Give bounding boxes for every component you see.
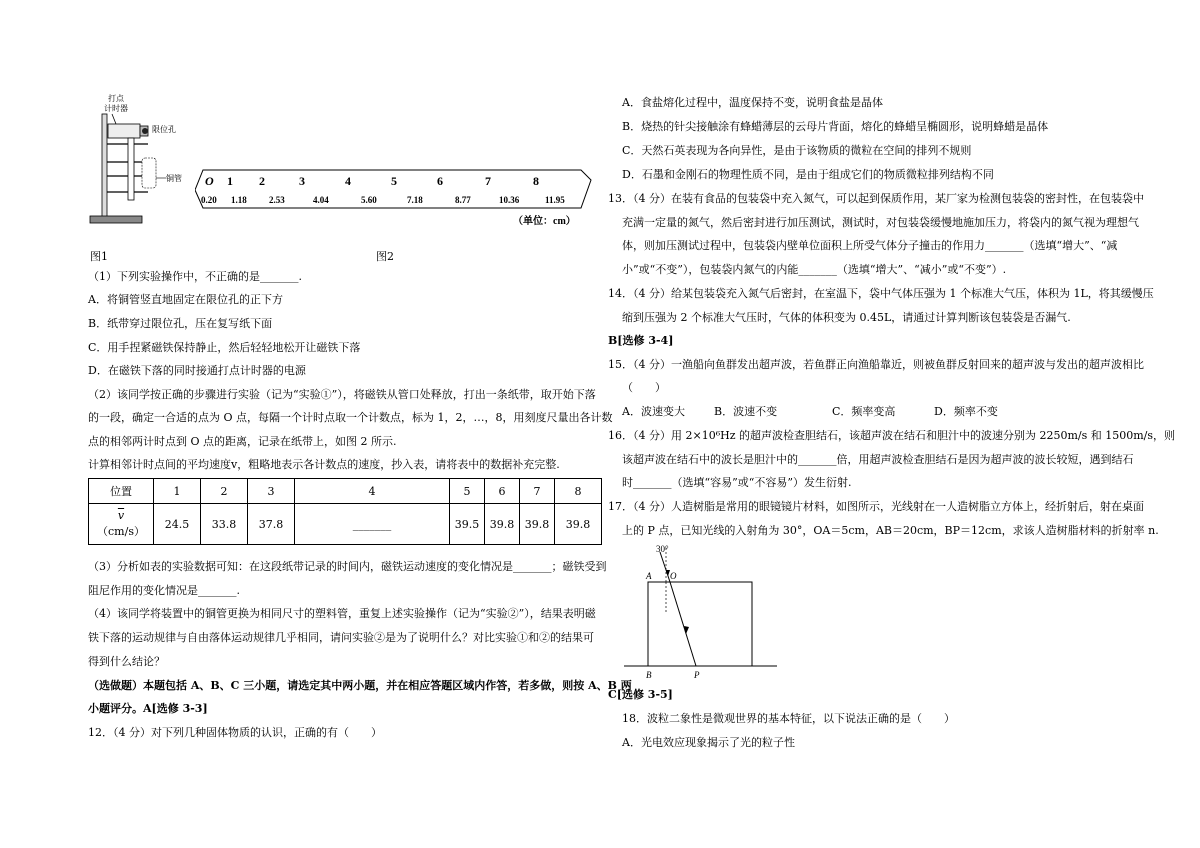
tape-point-label: 8 (533, 174, 539, 188)
table-cell: 3 (248, 479, 295, 504)
q1-stem: （1）下列实验操作中，不正确的是_______. (88, 270, 302, 283)
table-cell: 4 (295, 479, 450, 504)
fig1-label-hole: 限位孔 (152, 125, 176, 134)
tape-distance-label: 10.36 (499, 195, 520, 205)
tape-point-label: 7 (485, 174, 491, 188)
table-header-label: 位置 (89, 479, 154, 504)
fig17-point-p: P (694, 670, 700, 680)
table-cell: 8 (555, 479, 602, 504)
q16-line-3: 时_______（选填“容易”或“不容易”）发生衍射. (622, 476, 852, 489)
tape-distance-label: 5.60 (361, 195, 377, 205)
tape-distance-label: 1.18 (231, 195, 247, 205)
q14-line-2: 缩到压强为 2 个标准大气压时，气体的体积变为 0.45L，请通过计算判断该包装袋是否漏气. (622, 311, 1071, 324)
q15-option-c: C．频率变高 (832, 405, 896, 418)
table-cell: 39.5 (450, 504, 485, 545)
velocity-table (88, 478, 602, 545)
q18-stem: 18．波粒二象性是微观世界的基本特征，以下说法正确的是（ ） (622, 712, 955, 725)
table-blank-cell: _______ (295, 504, 450, 545)
figure-2-caption: 图2 (376, 250, 394, 263)
tape-point-label: 6 (437, 174, 443, 188)
fig1-label-tube: 铜管 (166, 174, 182, 183)
q3-line-2: 阻尼作用的变化情况是_______. (88, 584, 240, 597)
tape-point-label: 1 (227, 174, 233, 188)
q15-line-2: （ ） (622, 381, 666, 394)
table-row-label (89, 504, 154, 545)
q12-option-d: D．石墨和金刚石的物理性质不同，是由于组成它们的物质微粒排列结构不同 (622, 168, 994, 181)
q12-option-c: C．天然石英表现为各向异性，是由于该物质的微粒在空间的排列不规则 (622, 144, 972, 157)
velocity-unit: （cm/s） (97, 525, 145, 538)
tape-distance-label: 7.18 (407, 195, 423, 205)
q14-line-1: 14．（4 分）给某包装袋充入氮气后密封，在室温下，袋中气体压强为 1 个标准大气压，体积为 1L，将其缓慢压 (608, 287, 1154, 300)
q13-line-4: 小”或“不变”），包装袋内氮气的内能_______（选填“增大”、“减小”或“不变”）. (622, 263, 1007, 276)
fig2-unit: （单位：cm） (513, 216, 576, 227)
tape-distance-label: 8.77 (455, 195, 471, 205)
q15-option-d: D．频率不变 (934, 405, 998, 418)
q17-line-1: 17．（4 分）人造树脂是常用的眼镜镜片材料，如图所示，光线射在一人造树脂立方体上，经折射后，射在桌面 (608, 500, 1144, 513)
tape-distance-label: 0.20 (201, 195, 217, 205)
q4-line-3: 得到什么结论？ (88, 655, 165, 668)
section-b-heading: B[选修 3-4] (608, 334, 674, 347)
tape-point-label: 5 (391, 174, 397, 188)
tape-point-label: O (205, 174, 214, 188)
fig1-label-timer-2: 计时器 (104, 104, 128, 113)
elective-line-1: （选做题）本题包括 A、B、C 三小题，请选定其中两小题，并在相应答题区域内作答，若多做，则按 A、B 两 (88, 679, 632, 692)
q16-line-2: 该超声波在结石中的波长是胆汁中的_______倍，用超声波检查胆结石是因为超声波的波长较短，遇到结石 (622, 453, 1134, 466)
table-header-row (89, 479, 602, 504)
tape-distance-label: 4.04 (313, 195, 329, 205)
q2-line-3: 点的相邻两计时点到 O 点的距离，记录在纸带上，如图 2 所示. (88, 435, 397, 448)
q18-option-a: A．光电效应现象揭示了光的粒子性 (622, 736, 795, 749)
table-cell: 5 (450, 479, 485, 504)
q13-line-1: 13．（4 分）在装有食品的包装袋中充入氮气，可以起到保质作用，某厂家为检测包装袋的密封性，在包装袋中 (608, 192, 1144, 205)
q2-line-2: 的一段，确定一合适的点为 O 点，每隔一个计时点取一个计数点，标为 1，2，…，8，用刻度尺量出各计数 (88, 411, 613, 424)
fig17-point-b: B (646, 670, 652, 680)
tape-distance-label: 2.53 (269, 195, 285, 205)
figure-1-apparatus (88, 92, 188, 232)
q4-line-2: 铁下落的运动规律与自由落体运动规律几乎相同，请问实验②是为了说明什么？对比实验①和②的结果可 (88, 631, 594, 644)
q12-option-a: A．食盐熔化过程中，温度保持不变，说明食盐是晶体 (622, 96, 883, 109)
section-c-heading: C[选修 3-5] (608, 688, 673, 701)
q15-option-b: B．波速不变 (714, 405, 778, 418)
q15-option-a: A．波速变大 (622, 405, 685, 418)
q4-line-1: （4）该同学将装置中的铜管更换为相同尺寸的塑料管，重复上述实验操作（记为“实验②”），结果表明磁 (88, 607, 596, 620)
q12-option-b: B．烧热的针尖接触涂有蜂蜡薄层的云母片背面，熔化的蜂蜡呈椭圆形，说明蜂蜡是晶体 (622, 120, 1049, 133)
table-cell: 2 (201, 479, 248, 504)
q12-stem: 12．（4 分）对下列几种固体物质的认识，正确的有（ ） (88, 726, 382, 739)
tape-point-label: 4 (345, 174, 351, 188)
table-cell: 6 (485, 479, 520, 504)
q1-option-d: D．在磁铁下落的同时接通打点计时器的电源 (88, 364, 306, 377)
q13-line-2: 充满一定量的氮气，然后密封进行加压测试，测试时，对包装袋缓慢地施加压力，将袋内的氮气视为理想气 (622, 216, 1139, 229)
q1-option-b: B．纸带穿过限位孔，压在复写纸下面 (88, 317, 273, 330)
figure-q17-refraction (622, 542, 782, 682)
velocity-symbol: $\overline{v}$ (117, 509, 125, 522)
q2-line-1: （2）该同学按正确的步骤进行实验（记为“实验①”），将磁铁从管口处释放，打出一条纸带，取开始下落 (88, 388, 596, 401)
q13-line-3: 体，则加压测试过程中，包装袋内壁单位面积上所受气体分子撞击的作用力_______（选填“增大”、“减 (622, 239, 1118, 252)
table-cell: 39.8 (485, 504, 520, 545)
table-cell: 24.5 (154, 504, 201, 545)
q16-line-1: 16．（4 分）用 2×10⁶Hz 的超声波检查胆结石，该超声波在结石和胆汁中的波速分别为 2250m/s 和 1500m/s，则 (608, 429, 1176, 442)
fig17-angle: 30° (656, 544, 669, 554)
table-cell: 1 (154, 479, 201, 504)
table-cell: 7 (520, 479, 555, 504)
q1-option-c: C．用手捏紧磁铁保持静止，然后轻轻地松开让磁铁下落 (88, 341, 361, 354)
q1-option-a: A．将铜管竖直地固定在限位孔的正下方 (88, 293, 283, 306)
tape-point-label: 2 (259, 174, 265, 188)
figure-1-caption: 图1 (90, 250, 108, 263)
q17-line-2: 上的 P 点，已知光线的入射角为 30°，OA＝5cm，AB＝20cm，BP＝12cm，求该人造树脂材料的折射率 n. (622, 524, 1159, 537)
table-cell: 33.8 (201, 504, 248, 545)
q2-line-4: 计算相邻计时点间的平均速度v，粗略地表示各计数点的速度，抄入表，请将表中的数据补充完整. (88, 458, 560, 471)
figure-2-tape (195, 168, 615, 228)
tape-distance-label: 11.95 (545, 195, 565, 205)
table-cell: 39.8 (520, 504, 555, 545)
table-row (89, 504, 602, 545)
q15-line-1: 15．（4 分）一渔船向鱼群发出超声波，若鱼群正向渔船靠近，则被鱼群反射回来的超声波与发出的超声波相比 (608, 358, 1144, 371)
elective-line-2: 小题评分。A[选修 3-3] (88, 702, 208, 715)
fig17-point-o: O (670, 571, 677, 581)
q3-line-1: （3）分析如表的实验数据可知：在这段纸带记录的时间内，磁铁运动速度的变化情况是_______；磁铁受到 (88, 560, 607, 573)
fig1-label-timer-1: 打点 (108, 94, 124, 103)
tape-point-label: 3 (299, 174, 305, 188)
table-cell: 39.8 (555, 504, 602, 545)
fig17-point-a: A (646, 571, 652, 581)
table-cell: 37.8 (248, 504, 295, 545)
